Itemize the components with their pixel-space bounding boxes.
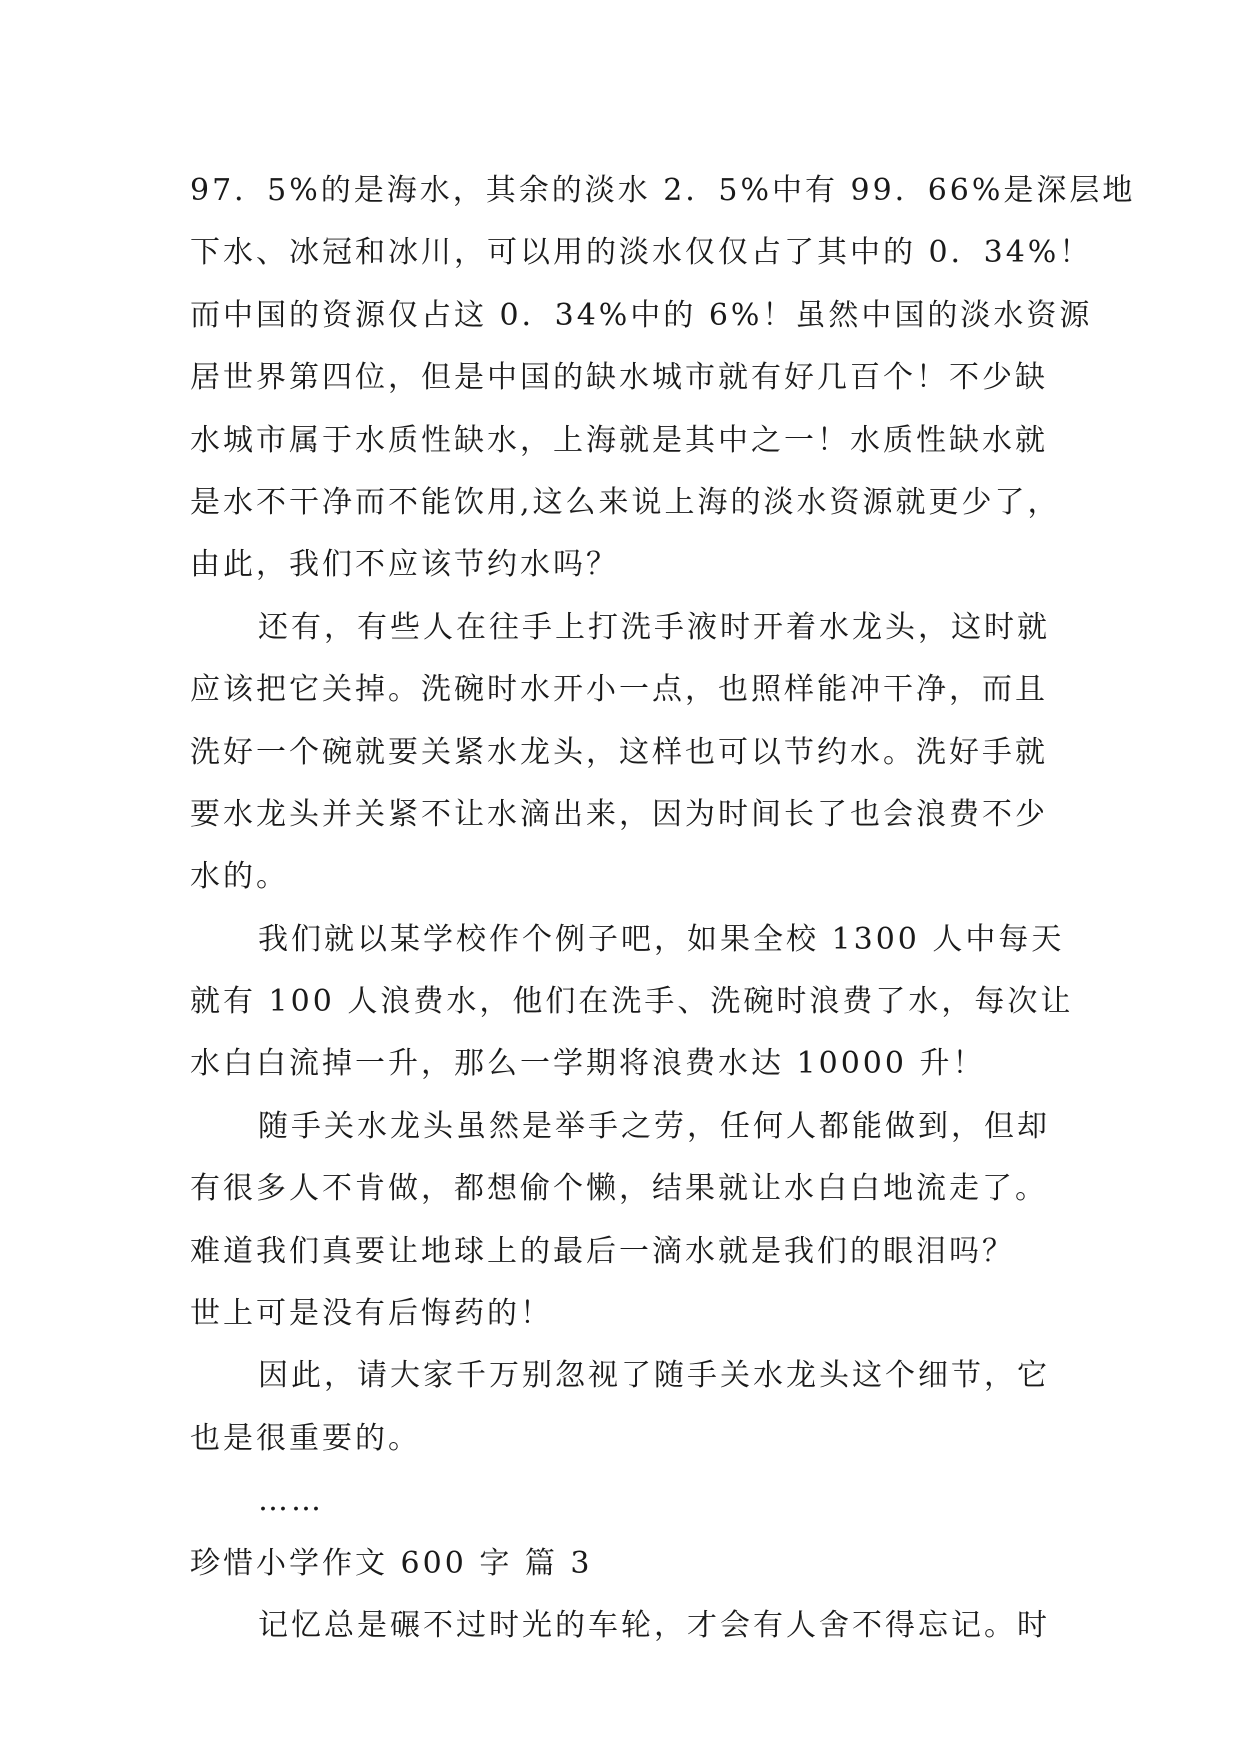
document-body (190, 160, 1136, 1657)
paragraph-first-line: 因此，请大家千万别忽视了随手关水龙头这个细节，它 (258, 1358, 1050, 1394)
body-line: 97．5%的是海水，其余的淡水 2．5%中有 99．66%是深层地 (190, 173, 1136, 208)
body-line: 水白白流掉一升，那么一学期将浪费水达 10000 升！ (190, 1046, 986, 1082)
body-line: 就有 100 人浪费水，他们在洗手、洗碗时浪费了水，每次让 (190, 984, 1074, 1020)
paragraph-first-line: 还有，有些人在往手上打洗手液时开着水龙头，这时就 (258, 609, 1050, 645)
body-line: 下水、冰冠和冰川，可以用的淡水仅仅占了其中的 0．34%！ (190, 235, 1093, 271)
body-line: 居世界第四位，但是中国的缺水城市就有好几百个！不少缺 (190, 360, 1048, 396)
body-line: 而中国的资源仅占这 0．34%中的 6%！虽然中国的淡水资源 (190, 297, 1093, 333)
body-line: 也是很重要的。 (190, 1420, 421, 1456)
section-heading: 珍惜小学作文 600 字 篇 3 (190, 1545, 593, 1581)
body-line: 由此，我们不应该节约水吗？ (190, 547, 619, 583)
body-line: 是水不干净而不能饮用,这么来说上海的淡水资源就更少了， (190, 484, 1061, 520)
body-line: 世上可是没有后悔药的！ (190, 1296, 553, 1332)
body-line: 应该把它关掉。洗碗时水开小一点，也照样能冲干净，而且 (190, 672, 1048, 708)
ellipsis-line: …… (258, 1483, 324, 1519)
body-line: 洗好一个碗就要关紧水龙头，这样也可以节约水。洗好手就 (190, 734, 1048, 770)
body-line: 水的。 (190, 859, 289, 895)
body-line: 有很多人不肯做，都想偷个懒，结果就让水白白地流走了。 (190, 1171, 1048, 1207)
paragraph-first-line: 记忆总是碾不过时光的车轮，才会有人舍不得忘记。时 (258, 1607, 1050, 1643)
paragraph-first-line: 我们就以某学校作个例子吧，如果全校 1300 人中每天 (258, 921, 1065, 957)
body-line: 水城市属于水质性缺水，上海就是其中之一！水质性缺水就 (190, 422, 1048, 458)
body-line: 难道我们真要让地球上的最后一滴水就是我们的眼泪吗？ (190, 1233, 1015, 1269)
paragraph-first-line: 随手关水龙头虽然是举手之劳，任何人都能做到，但却 (258, 1108, 1050, 1144)
body-line: 要水龙头并关紧不让水滴出来，因为时间长了也会浪费不少 (190, 796, 1048, 832)
